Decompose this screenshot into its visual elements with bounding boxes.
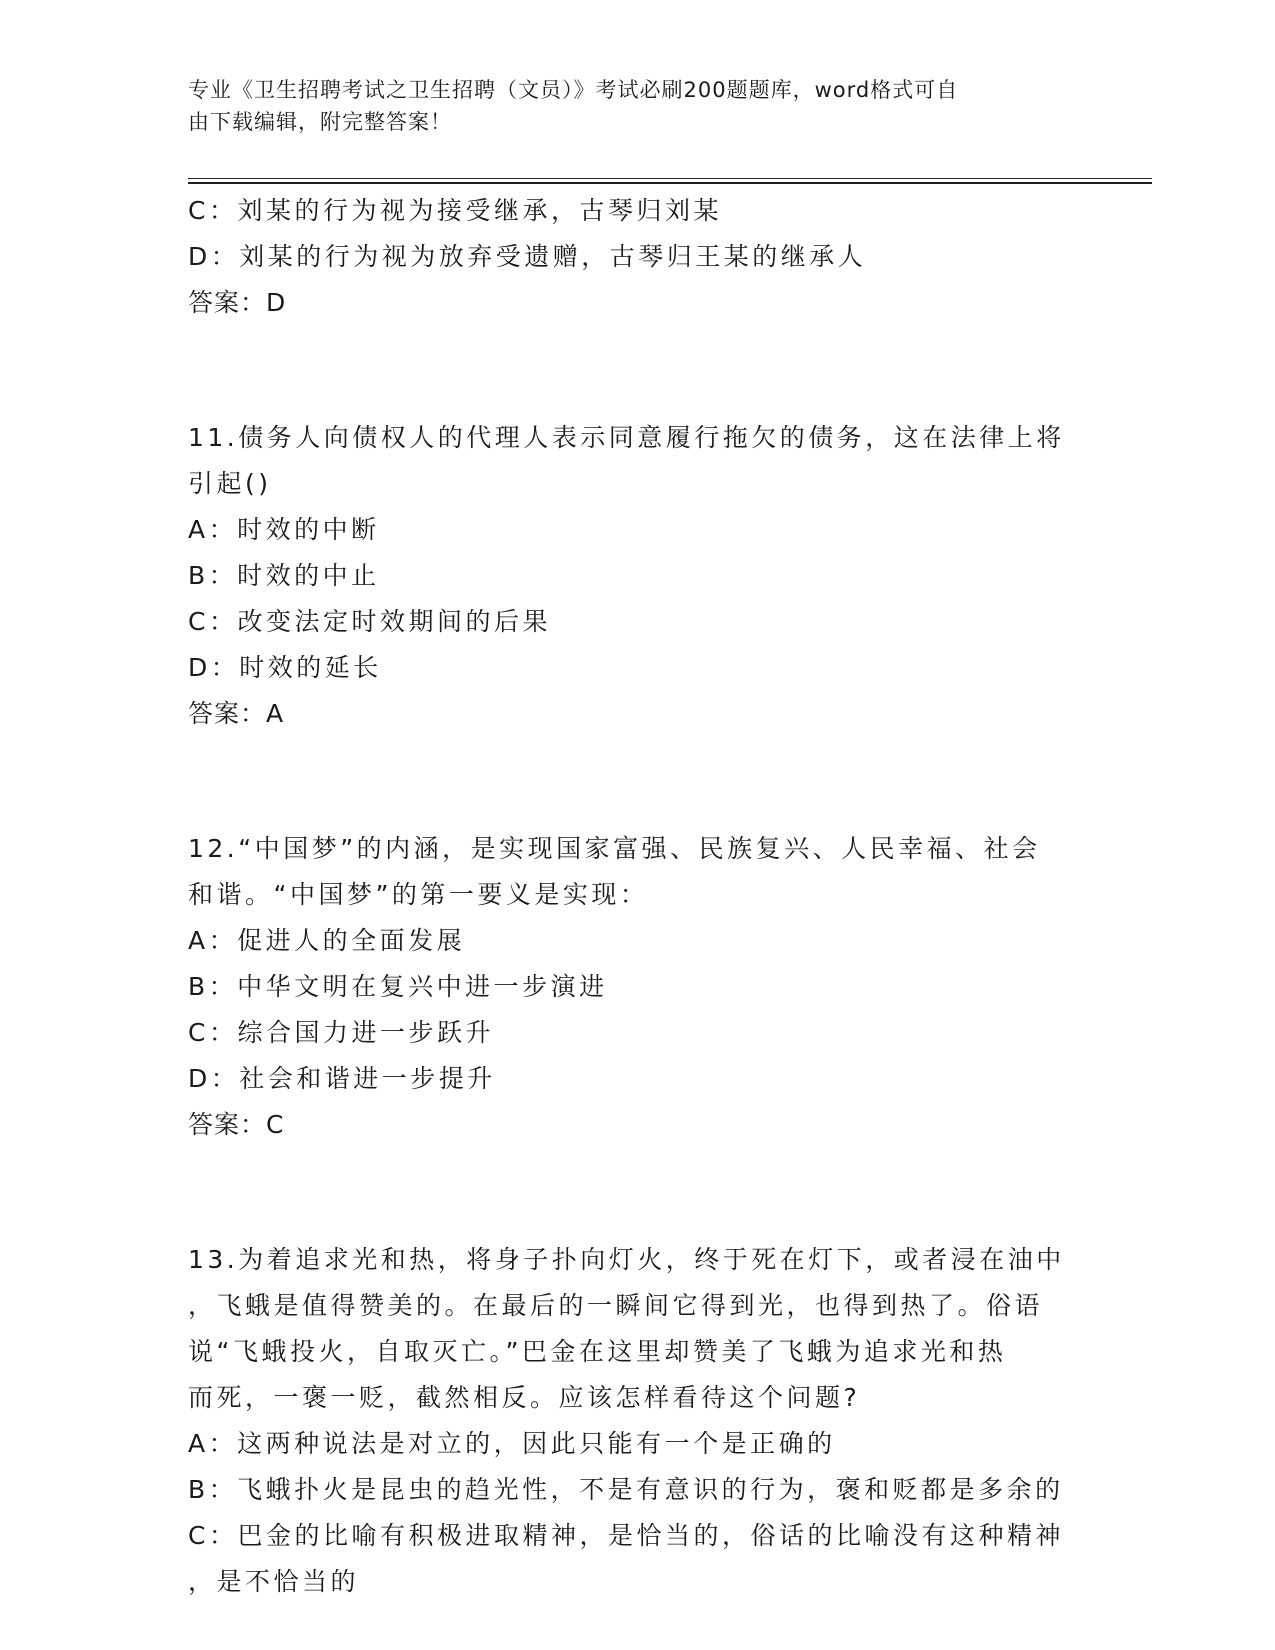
option-line: C：综合国力进一步跃升 xyxy=(188,1018,494,1047)
option-line: D：刘某的行为视为放弃受遗赠，古琴归王某的继承人 xyxy=(188,242,867,271)
question-text-line: 和谐。“中国梦”的第一要义是实现： xyxy=(188,880,649,909)
option-line: D：时效的延长 xyxy=(188,653,382,682)
option-line: D：社会和谐进一步提升 xyxy=(188,1064,496,1093)
header-line-1: 专业《卫生招聘考试之卫生招聘（文员）》考试必刷200题题库，word格式可自 xyxy=(188,78,959,102)
question-text-line: 而死，一褒一贬，截然相反。应该怎样看待这个问题? xyxy=(188,1383,861,1412)
question-content xyxy=(188,188,1088,1605)
question-text-line: 引起() xyxy=(188,469,272,498)
header-divider-thick xyxy=(188,182,1152,184)
answer-line: 答案：D xyxy=(188,288,287,317)
question-text-line: 说“飞蛾投火，自取灭亡。”巴金在这里却赞美了飞蛾为追求光和热 xyxy=(188,1337,1007,1366)
page-header xyxy=(188,74,1068,138)
answer-line: 答案：C xyxy=(188,1110,285,1139)
option-line: B：飞蛾扑火是昆虫的趋光性，不是有意识的行为，褒和贬都是多余的 xyxy=(188,1475,1064,1504)
option-line: B：时效的中止 xyxy=(188,561,380,590)
question-text-line: ，飞蛾是值得赞美的。在最后的一瞬间它得到光，也得到热了。俗语 xyxy=(188,1291,1044,1320)
question-text-line: 12.“中国梦”的内涵，是实现国家富强、民族复兴、人民幸福、社会 xyxy=(188,834,1041,863)
option-line: C：刘某的行为视为接受继承，古琴归刘某 xyxy=(188,196,722,225)
option-line: A：促进人的全面发展 xyxy=(188,926,466,955)
header-divider-thin xyxy=(188,178,1152,179)
option-line: C：改变法定时效期间的后果 xyxy=(188,607,551,636)
question-text-line: 11.债务人向债权人的代理人表示同意履行拖欠的债务，这在法律上将 xyxy=(188,423,1065,452)
option-line: A：时效的中断 xyxy=(188,515,380,544)
question-text-line: 13.为着追求光和热，将身子扑向灯火，终于死在灯下，或者浸在油中 xyxy=(188,1245,1065,1274)
answer-line: 答案：A xyxy=(188,699,285,728)
option-line: A：这两种说法是对立的，因此只能有一个是正确的 xyxy=(188,1429,836,1458)
header-line-2: 由下载编辑，附完整答案！ xyxy=(188,110,452,134)
option-line: B：中华文明在复兴中进一步演进 xyxy=(188,972,608,1001)
option-line: C：巴金的比喻有积极进取精神，是恰当的，俗话的比喻没有这种精神 xyxy=(188,1521,1064,1550)
option-line: ，是不恰当的 xyxy=(188,1567,360,1596)
